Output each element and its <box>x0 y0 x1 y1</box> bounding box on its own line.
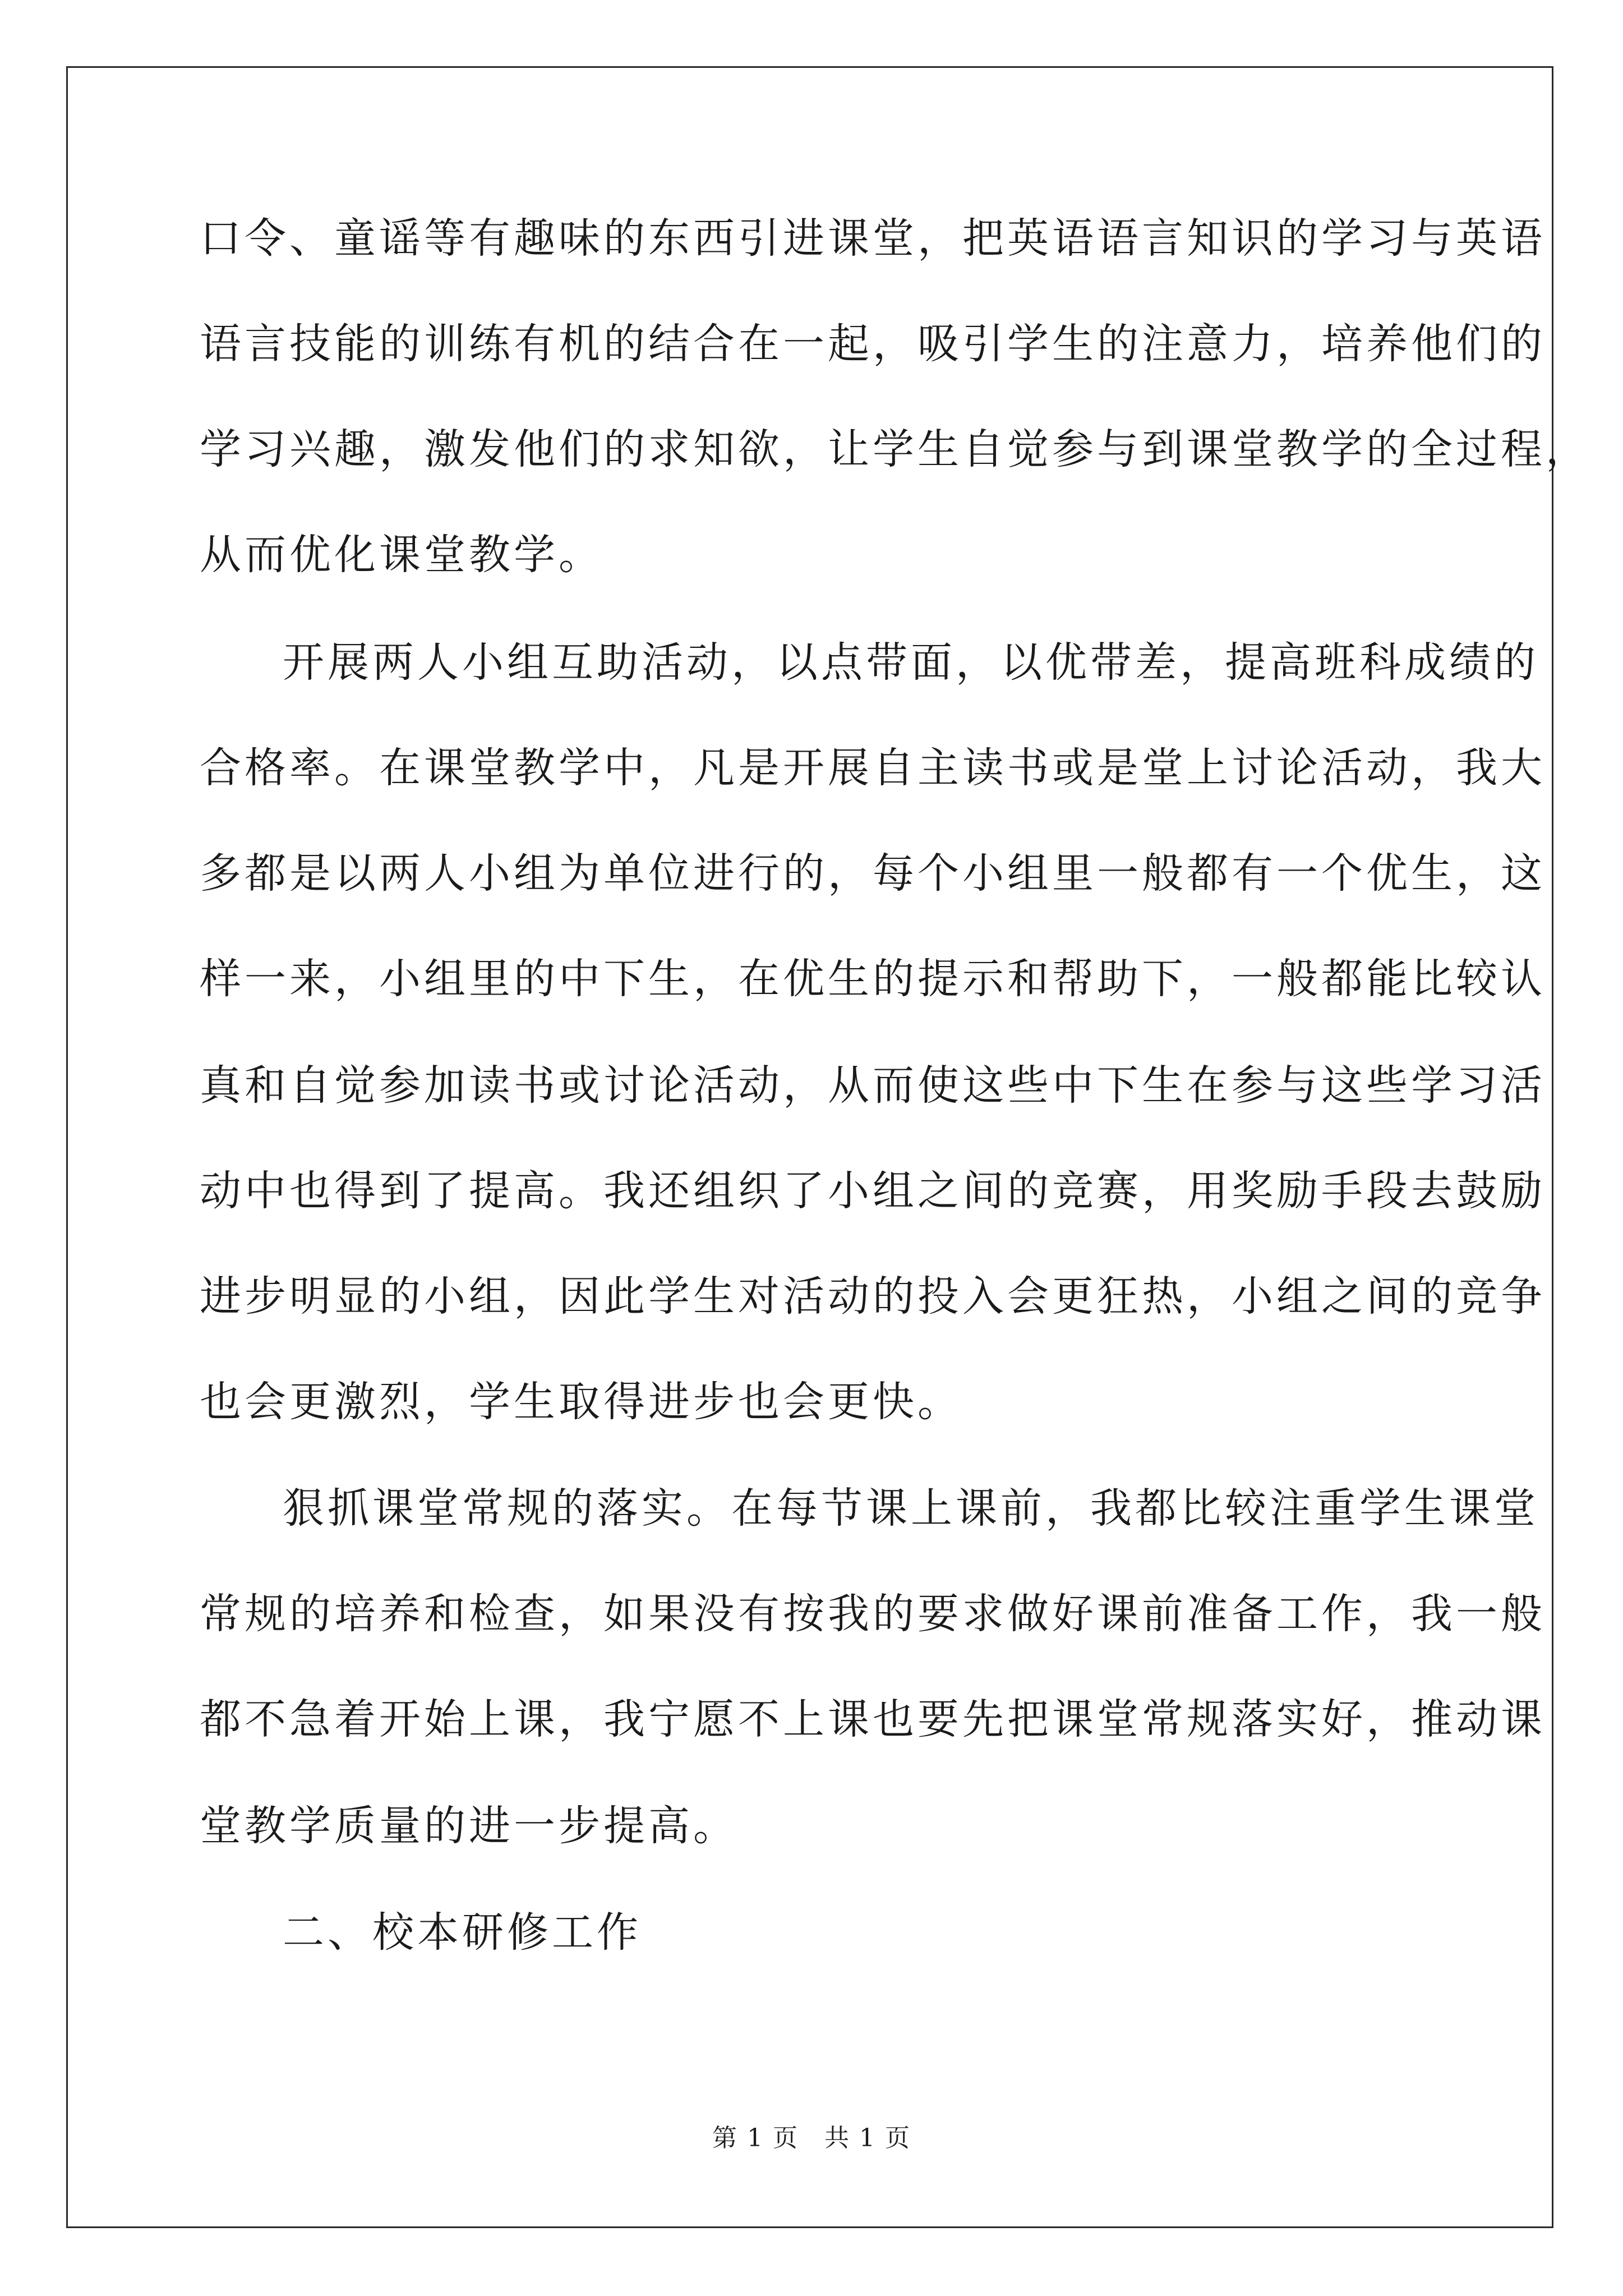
text-line: 样一来，小组里的中下生，在优生的提示和帮助下，一般都能比较认 <box>200 955 1546 1003</box>
paragraph-first-line: 狠抓课堂常规的落实。在每节课上课前，我都比较注重学生课堂 <box>283 1484 1539 1533</box>
text-line: 合格率。在课堂教学中，凡是开展自主读书或是堂上讨论活动，我大 <box>200 744 1546 792</box>
text-line: 真和自觉参加读书或讨论活动，从而使这些中下生在参与这些学习活 <box>200 1061 1546 1110</box>
text-line: 常规的培养和检查，如果没有按我的要求做好课前准备工作，我一般 <box>200 1590 1546 1638</box>
text-line: 学习兴趣，激发他们的求知欲，让学生自觉参与到课堂教学的全过程， <box>200 425 1590 473</box>
page-footer <box>0 2122 1623 2155</box>
text-line: 进步明显的小组，因此学生对活动的投入会更狂热，小组之间的竞争 <box>200 1272 1546 1320</box>
text-line: 口令、童谣等有趣味的东西引进课堂，把英语语言知识的学习与英语 <box>200 214 1546 263</box>
text-line: 堂教学质量的进一步提高。 <box>200 1802 738 1850</box>
paragraph-first-line: 开展两人小组互助活动，以点带面，以优带差，提高班科成绩的 <box>283 638 1539 687</box>
page-number: 第 1 页 <box>712 2124 799 2152</box>
text-line: 也会更激烈，学生取得进步也会更快。 <box>200 1378 962 1426</box>
text-line: 多都是以两人小组为单位进行的，每个小组里一般都有一个优生，这 <box>200 849 1546 898</box>
section-heading: 二、校本研修工作 <box>283 1908 642 1957</box>
text-line: 动中也得到了提高。我还组织了小组之间的竞赛，用奖励手段去鼓励 <box>200 1167 1546 1215</box>
page-border <box>66 66 1553 2228</box>
text-line: 从而优化课堂教学。 <box>200 531 603 579</box>
page-total: 共 1 页 <box>824 2124 911 2152</box>
text-line: 语言技能的训练有机的结合在一起，吸引学生的注意力，培养他们的 <box>200 320 1546 368</box>
text-line: 都不急着开始上课，我宁愿不上课也要先把课堂常规落实好，推动课 <box>200 1695 1546 1743</box>
